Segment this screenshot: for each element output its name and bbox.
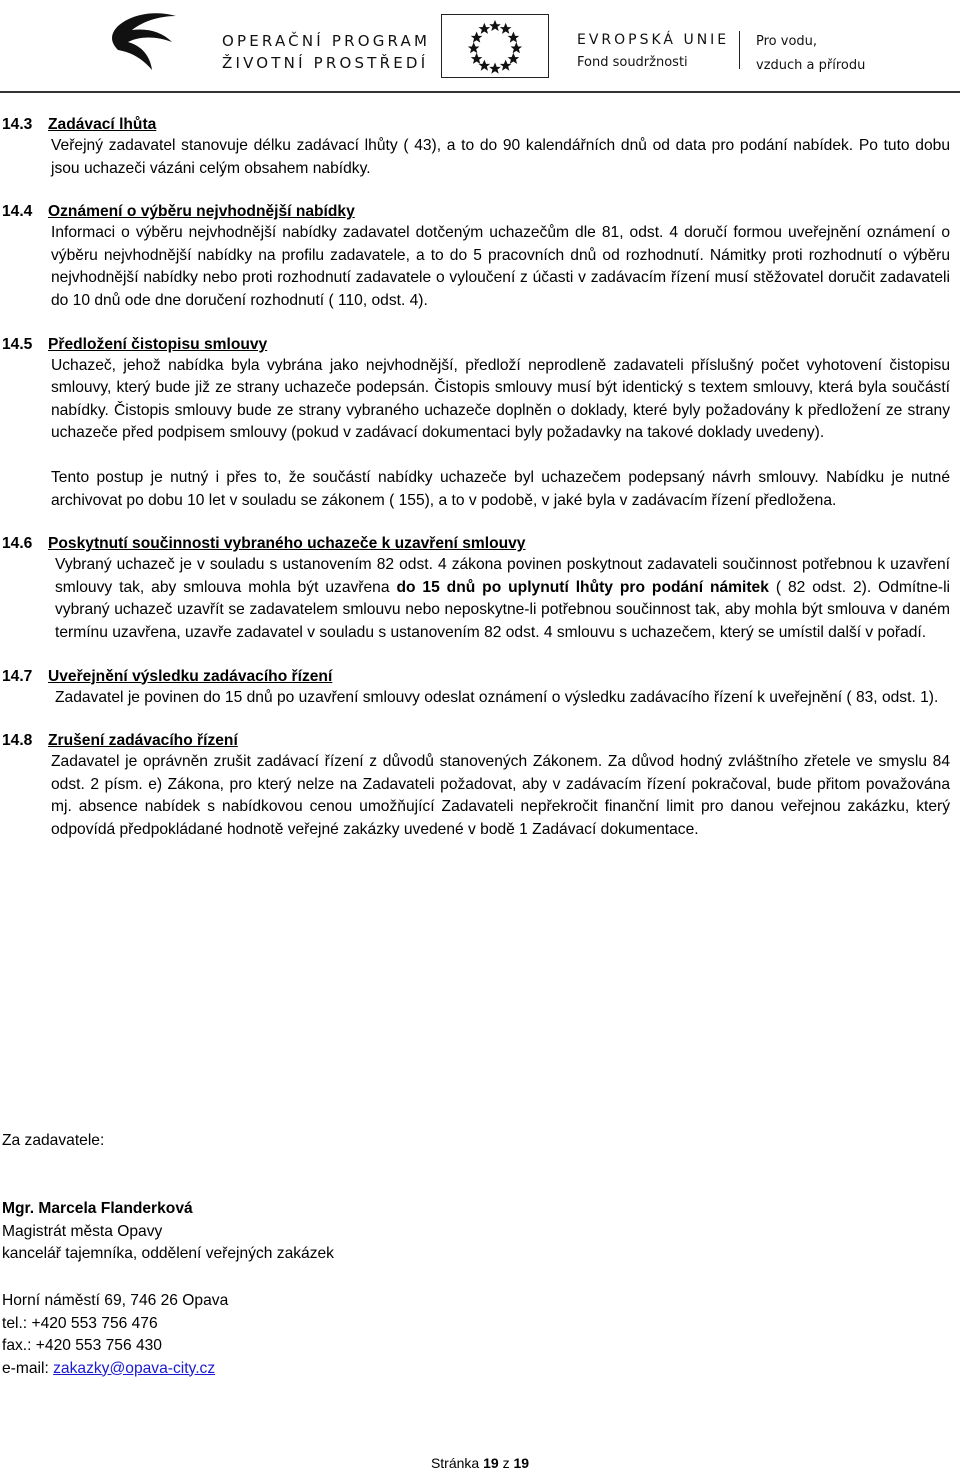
email-link[interactable]: zakazky@opava-city.cz <box>53 1359 216 1377</box>
section-heading <box>2 201 960 222</box>
section-text <box>51 751 950 841</box>
section-title: Poskytnutí součinnosti vybraného uchazeče k uzavření smlouvy <box>48 535 526 553</box>
section-title: Oznámení o výběru nejvhodnější nabídky <box>48 203 355 221</box>
contact-fax: fax.: +420 553 756 430 <box>2 1337 162 1354</box>
contact-tel: tel.: +420 553 756 476 <box>2 1314 158 1332</box>
section-14-4 <box>0 201 960 312</box>
paragraph-part: ( 82 odst. 2). Odmítne-li vybraný uchazeč uzavřít se zadavatelem smlouvu nebo neposkytne-li potřebnou součinnost tak, aby mohla být smlouva v daném termínu uzavřena, uzavře zadavatel v souladu s ustanovením 82 odst. 4 smlouvu s uchazečem, který se umístil další v pořadí. <box>55 578 950 641</box>
section-number: 14.7 <box>2 667 33 685</box>
motto-line1: Pro vodu, <box>756 34 818 49</box>
contact-block <box>2 1290 228 1380</box>
section-14-3 <box>0 114 960 180</box>
section-title: Zrušení zadávacího řízení <box>48 732 238 750</box>
op-logo-line1: OPERAČNÍ PROGRAM <box>222 32 431 50</box>
email-label: e-mail: <box>2 1359 54 1377</box>
deadline-emphasis: do 15 dnů po uplynutí lhůty pro podání námitek <box>396 578 769 596</box>
op-logo-text <box>222 30 430 74</box>
paragraph: Zadavatel je oprávněn zrušit zadávací řízení z důvodů stanovených Zákonem. Za důvod hodný zvláštního zřetele ve smyslu 84 odst. 2 písm. e) Zákona, pro který nelze na Zadavateli požadovat, aby v zadávacím řízení pokračoval, bude přitom považována mj. absence nabídek s nabídkovou cenou umožňující Zadavateli nepřekročit finanční limit pro danou veřejnou zakázku, který odpovídá předpokládané hodnotě veřejné zakázky uvedené v bodě 1 Zadávací dokumentace. <box>51 753 950 838</box>
op-logo-line2: ŽIVOTNÍ PROSTŘEDÍ <box>222 54 429 72</box>
section-title: Předložení čistopisu smlouvy <box>48 335 268 353</box>
signature-block <box>2 1198 334 1266</box>
page-current: 19 <box>483 1455 499 1471</box>
contact-email-line <box>2 1358 228 1381</box>
section-number: 14.8 <box>2 732 33 750</box>
eu-line1: EVROPSKÁ UNIE <box>577 32 730 48</box>
eu-line2: Fond soudržnosti <box>577 55 688 70</box>
section-14-5 <box>0 334 960 513</box>
paragraph: Zadavatel je povinen do 15 dnů po uzavření smlouvy odeslat oznámení o výsledku zadávacího řízení k uveřejnění ( 83, odst. 1). <box>55 688 939 706</box>
section-number: 14.6 <box>2 535 33 553</box>
section-number: 14.5 <box>2 335 33 353</box>
signatory-department: kancelář tajemníka, oddělení veřejných zakázek <box>2 1245 334 1262</box>
page-word: Stránka <box>430 1455 480 1471</box>
contact-address: Horní náměstí 69, 746 26 Opava <box>2 1292 229 1309</box>
section-heading <box>2 334 960 355</box>
eu-text <box>577 30 729 76</box>
page-of: z <box>502 1455 510 1471</box>
page-total: 19 <box>513 1455 530 1471</box>
eu-flag-icon <box>441 14 549 78</box>
section-text <box>51 135 950 180</box>
section-14-8 <box>0 730 960 841</box>
paragraph: Tento postup je nutný i přes to, že součástí nabídky uchazeče byl uchazečem podepsaný návrh smlouvy. Nabídku je nutné archivovat po dobu 10 let v souladu se zákonem ( 155), a to v podobě, v jaké byla v zadávacím řízení předložena. <box>51 468 950 509</box>
signatory-name: Mgr. Marcela Flanderková <box>2 1200 193 1217</box>
paragraph-part: Vybraný uchazeč je v souladu s ustanovením 82 odst. 4 zákona povinen poskytnout zadavateli součinnost potřebnou k uzavření smlouvy tak, aby smlouva mohla být uzavřena <box>55 556 950 596</box>
section-title: Uveřejnění výsledku zadávacího řízení <box>48 667 333 685</box>
signature-intro: Za zadavatele: <box>2 1132 105 1149</box>
section-14-7 <box>0 666 960 710</box>
section-heading <box>2 533 960 554</box>
motto <box>756 30 865 78</box>
paragraph <box>55 554 950 644</box>
section-text <box>51 222 950 312</box>
header-divider <box>739 31 740 69</box>
section-heading <box>2 730 960 751</box>
motto-line2: vzduch a přírodu <box>756 58 866 73</box>
section-number: 14.3 <box>2 116 33 133</box>
page-footer <box>0 1455 960 1471</box>
section-text <box>55 687 950 710</box>
section-heading <box>2 114 960 135</box>
section-text <box>51 355 950 513</box>
paragraph: Uchazeč, jehož nabídka byla vybrána jako nejvhodnější, předloží neprodleně zadavateli příslušný počet vyhotovení čistopisu smlouvy, který bude již ze strany uchazeče podepsán. Čistopis smlouvy musí být identický s textem smlouvy, která byla součástí nabídky. Čistopis smlouvy bude ze strany vybraného uchazeče doplněn o doklady, které byly požadovány k předložení ze strany uchazeče před podpisem smlouvy (pokud v zadávací dokumentaci byly požadavky na takové doklady uvedeny). <box>51 356 950 442</box>
section-title: Zadávací lhůta <box>48 116 157 133</box>
page-header <box>0 0 960 90</box>
section-14-6 <box>0 533 960 644</box>
document-body <box>0 114 960 862</box>
signatory-office: Magistrát města Opavy <box>2 1222 163 1240</box>
section-heading <box>2 666 960 687</box>
header-rule <box>0 91 960 93</box>
section-text <box>55 554 950 644</box>
paragraph: Informaci o výběru nejvhodnější nabídky zadavatel dotčeným uchazečům dle 81, odst. 4 doručí formou uveřejnění oznámení o výběru nejvhodnější nabídky na profilu zadavatele, a to do 5 pracovních dnů od rozhodnutí. Námitky proti rozhodnutí o výběru nejvhodnější nabídky nebo proti rozhodnutí zadavatele o vyloučení z účasti v zadávacím řízení musí stěžovatel doručit zadavateli do 10 dnů ode dne doručení rozhodnutí ( 110, odst. 4). <box>51 224 950 309</box>
section-number: 14.4 <box>2 203 33 221</box>
paragraph: Veřejný zadavatel stanovuje délku zadávací lhůty ( 43), a to do 90 kalendářních dnů od data pro podání nabídek. Po tuto dobu jsou uchazeči vázáni celým obsahem nabídky. <box>51 137 950 177</box>
op-zp-logo-icon <box>92 6 202 76</box>
